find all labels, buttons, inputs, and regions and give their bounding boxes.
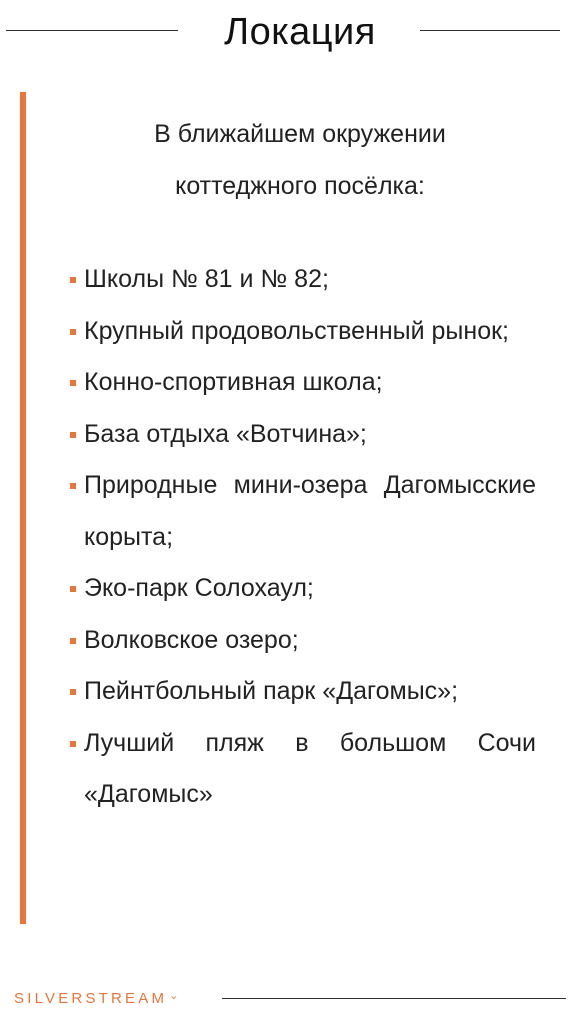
list-item-text: Лучший пляж в большом Сочи «Дагомыс» [84,728,536,808]
list-item [70,718,536,821]
footer-divider [222,998,566,999]
bullet-icon [70,432,76,438]
bullet-icon [70,380,76,386]
list-item [70,563,536,615]
list-item [70,254,536,306]
bullet-icon [70,329,76,335]
list-item [70,409,536,461]
list-item-text: Школы № 81 и № 82; [84,265,329,293]
list-item-text: Эко-парк Солохаул; [84,574,314,602]
list-item-text: Природные мини-озера Дагомысские корыта; [84,471,536,551]
list-item [70,666,536,718]
page-title: Локация [224,11,376,53]
list-item [70,357,536,409]
bullet-icon [70,277,76,283]
bullet-icon [70,689,76,695]
intro-line-2: коттеджного посёлка: [175,172,425,200]
bullet-icon [70,483,76,489]
intro-line-1: В ближайшем окружении [154,120,446,148]
intro-text [60,108,540,212]
bullet-icon [70,638,76,644]
location-list [70,254,536,821]
list-item-text: Крупный продовольственный рынок; [84,316,509,345]
list-item [70,460,536,563]
bullet-icon [70,741,76,747]
bullet-icon [70,586,76,592]
list-item-text: Пейнтбольный парк «Дагомыс»; [84,677,459,705]
brand-name: SILVERSTREAM [14,990,168,1007]
list-item [70,306,536,358]
header-divider-right [420,30,560,31]
header-divider-left [6,30,178,31]
list-item [70,615,536,667]
list-item-text: Волковское озеро; [84,625,299,654]
list-item-text: Конно-спортивная школа; [84,368,383,396]
list-item-text: База отдыха «Вотчина»; [84,419,367,448]
brand-logo [14,984,182,1011]
accent-bar [20,92,26,924]
chevron-down-icon: ⌄ [169,990,182,1002]
